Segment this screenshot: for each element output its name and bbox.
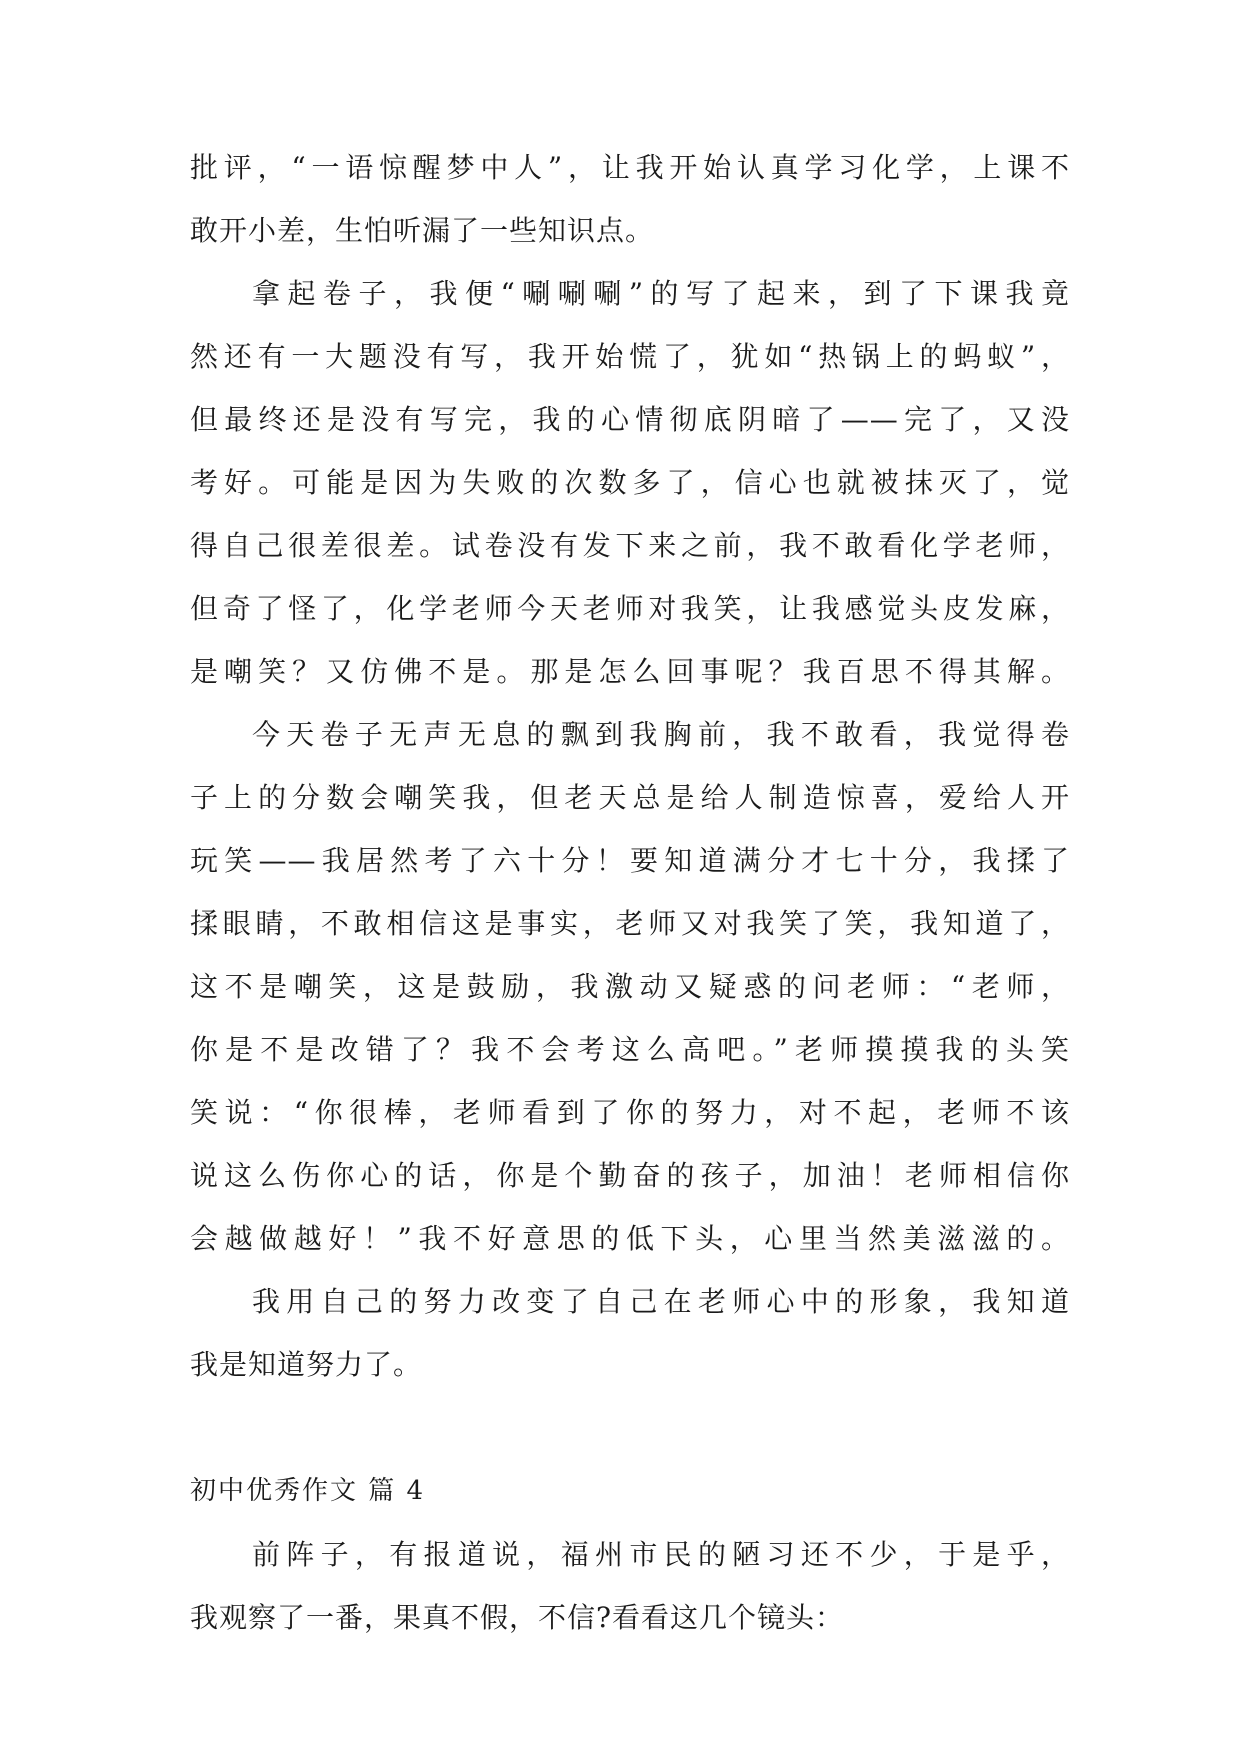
text-line: 得自己很差很差。试卷没有发下来之前，我不敢看化学老师， (190, 529, 1070, 562)
text-line: 我用自己的努力改变了自己在老师心中的形象，我知道 (252, 1285, 1070, 1318)
text-line: 但最终还是没有写完，我的心情彻底阴暗了——完了，又没 (190, 403, 1070, 436)
text-line: 你是不是改错了？我不会考这么高吧。”老师摸摸我的头笑 (190, 1033, 1070, 1066)
text-line: 拿起卷子，我便“唰唰唰”的写了起来，到了下课我竟 (252, 277, 1070, 310)
text-line: 我观察了一番，果真不假，不信?看看这几个镜头： (190, 1601, 845, 1634)
text-line: 批评，“一语惊醒梦中人”，让我开始认真学习化学，上课不 (190, 151, 1070, 184)
text-line: 会越做越好！”我不好意思的低下头，心里当然美滋滋的。 (190, 1222, 1070, 1255)
text-line: 揉眼睛，不敢相信这是事实，老师又对我笑了笑，我知道了， (190, 907, 1070, 940)
text-line: 玩笑——我居然考了六十分！要知道满分才七十分，我揉了 (190, 844, 1070, 877)
text-line: 考好。可能是因为失败的次数多了，信心也就被抹灭了，觉 (190, 466, 1070, 499)
text-line: 是嘲笑？又仿佛不是。那是怎么回事呢？我百思不得其解。 (190, 655, 1070, 688)
text-line: 但奇了怪了，化学老师今天老师对我笑，让我感觉头皮发麻， (190, 592, 1070, 625)
text-line: 这不是嘲笑，这是鼓励，我激动又疑惑的问老师：“老师， (190, 970, 1070, 1003)
text-line: 说这么伤你心的话，你是个勤奋的孩子，加油！老师相信你 (190, 1159, 1070, 1192)
text-line: 然还有一大题没有写，我开始慌了，犹如“热锅上的蚂蚁”， (190, 340, 1070, 373)
text-line: 笑说：“你很棒，老师看到了你的努力，对不起，老师不该 (190, 1096, 1070, 1129)
text-line: 敢开小差，生怕听漏了一些知识点。 (190, 214, 655, 247)
section-heading: 初中优秀作文 篇 4 (190, 1476, 426, 1506)
text-line: 今天卷子无声无息的飘到我胸前，我不敢看，我觉得卷 (252, 718, 1070, 751)
text-line: 前阵子，有报道说，福州市民的陋习还不少，于是乎， (252, 1538, 1070, 1571)
text-line: 子上的分数会嘲笑我，但老天总是给人制造惊喜，爱给人开 (190, 781, 1070, 814)
text-line: 我是知道努力了。 (190, 1348, 423, 1381)
